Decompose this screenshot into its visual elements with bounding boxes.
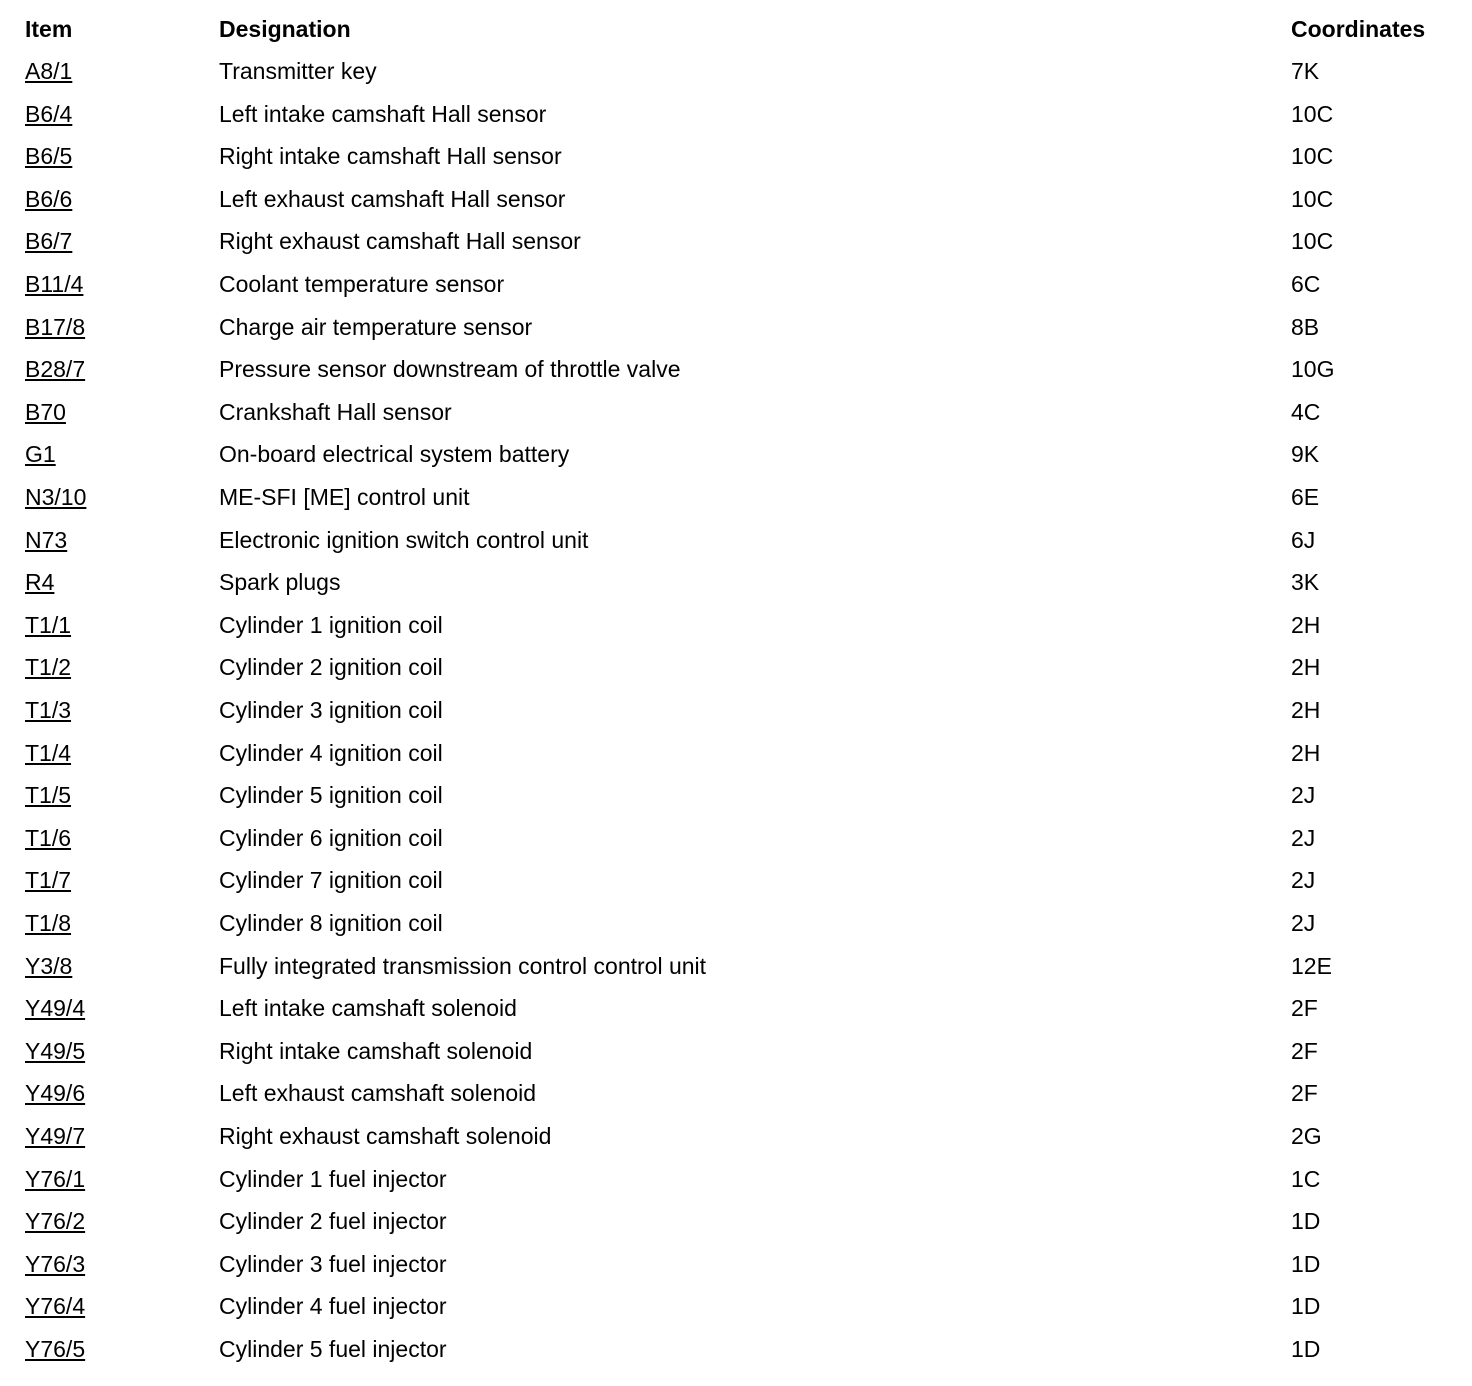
designation-cell: Transmitter key (219, 58, 377, 84)
coordinates-cell: 2J (1291, 782, 1316, 809)
designation-cell: Right intake camshaft solenoid (219, 1037, 533, 1064)
coordinates-cell: 6J (1291, 526, 1316, 553)
item-link[interactable]: T1/4 (25, 739, 72, 766)
table-row (0, 994, 1472, 1036)
item-link[interactable]: Y49/4 (25, 995, 86, 1022)
coordinates-cell: 10G (1291, 356, 1335, 383)
table-row (0, 696, 1472, 738)
coordinates-cell: 4C (1291, 398, 1321, 425)
header-item: Item (25, 16, 73, 42)
item-link[interactable]: Y76/3 (25, 1250, 86, 1277)
designation-cell: Electronic ignition switch control unit (219, 526, 589, 553)
item-link[interactable]: B6/5 (25, 143, 73, 170)
table-row (0, 1207, 1472, 1249)
table-row (0, 611, 1472, 653)
table-row (0, 270, 1472, 312)
table-row (0, 1292, 1472, 1334)
designation-cell: Cylinder 1 fuel injector (219, 1165, 447, 1192)
coordinates-cell: 10C (1291, 185, 1334, 212)
table-row (0, 824, 1472, 866)
coordinates-cell: 1D (1291, 1208, 1321, 1235)
coordinates-cell: 6C (1291, 271, 1321, 297)
designation-cell: Left exhaust camshaft Hall sensor (219, 185, 566, 212)
designation-cell: Cylinder 2 fuel injector (219, 1208, 447, 1235)
item-link[interactable]: Y3/8 (25, 952, 73, 979)
item-link[interactable]: R4 (25, 569, 55, 596)
table-row (0, 57, 1472, 99)
designation-cell: Cylinder 8 ignition coil (219, 910, 443, 936)
designation-cell: Cylinder 3 ignition coil (219, 697, 443, 723)
coordinates-cell: 10C (1291, 143, 1334, 170)
coordinates-cell: 2J (1291, 824, 1316, 851)
designation-cell: Right exhaust camshaft solenoid (219, 1123, 552, 1149)
designation-cell: Left intake camshaft Hall sensor (219, 100, 547, 127)
table-row (0, 440, 1472, 482)
table-row (0, 739, 1472, 781)
designation-cell: Cylinder 2 ignition coil (219, 654, 443, 681)
item-link[interactable]: B6/4 (25, 100, 73, 127)
coordinates-cell: 2G (1291, 1123, 1322, 1149)
item-link[interactable]: Y76/5 (25, 1336, 86, 1362)
designation-cell: Cylinder 4 fuel injector (219, 1293, 447, 1320)
table-row (0, 1250, 1472, 1292)
designation-cell: Fully integrated transmission control control unit (219, 952, 707, 979)
coordinates-cell: 8B (1291, 313, 1320, 340)
coordinates-cell: 2H (1291, 739, 1321, 766)
item-link[interactable]: Y76/1 (25, 1165, 86, 1192)
header-coordinates: Coordinates (1291, 16, 1426, 42)
coordinates-cell: 2F (1291, 1080, 1318, 1107)
coordinates-cell: 1C (1291, 1165, 1321, 1192)
table-row (0, 313, 1472, 355)
designation-cell: Cylinder 4 ignition coil (219, 739, 443, 766)
item-link[interactable]: N3/10 (25, 484, 87, 510)
coordinates-cell: 12E (1291, 952, 1332, 979)
designation-cell: Spark plugs (219, 569, 341, 596)
table-row (0, 1079, 1472, 1121)
item-link[interactable]: B11/4 (25, 271, 84, 297)
table-row (0, 483, 1472, 525)
table-row (0, 909, 1472, 951)
coordinates-cell: 2H (1291, 611, 1321, 638)
designation-cell: Cylinder 5 ignition coil (219, 782, 443, 809)
designation-cell: Charge air temperature sensor (219, 313, 533, 340)
designation-cell: Left intake camshaft solenoid (219, 995, 517, 1022)
table-row (0, 227, 1472, 269)
coordinates-cell: 2H (1291, 654, 1321, 681)
table-row (0, 866, 1472, 908)
table-row (0, 781, 1472, 823)
designation-cell: Cylinder 6 ignition coil (219, 824, 443, 851)
coordinates-cell: 9K (1291, 441, 1320, 468)
designation-cell: Cylinder 3 fuel injector (219, 1250, 447, 1277)
table-row (0, 568, 1472, 610)
item-link[interactable]: A8/1 (25, 58, 73, 84)
item-link[interactable]: G1 (25, 441, 56, 468)
coordinates-cell: 2F (1291, 995, 1318, 1022)
item-link[interactable]: B6/7 (25, 228, 73, 255)
table-row (0, 1165, 1472, 1207)
item-link[interactable]: T1/3 (25, 697, 72, 723)
designation-cell: Cylinder 7 ignition coil (219, 867, 443, 894)
coordinates-cell: 2F (1291, 1037, 1318, 1064)
item-link[interactable]: B6/6 (25, 185, 73, 212)
designation-cell: Pressure sensor downstream of throttle valve (219, 356, 681, 383)
item-link[interactable]: B70 (25, 398, 66, 425)
item-link[interactable]: Y49/6 (25, 1080, 86, 1107)
designation-cell: Crankshaft Hall sensor (219, 398, 452, 425)
table-row (0, 185, 1472, 227)
designation-cell: Cylinder 1 ignition coil (219, 611, 443, 638)
item-link[interactable]: T1/5 (25, 782, 72, 809)
coordinates-cell: 3K (1291, 569, 1320, 596)
designation-cell: Coolant temperature sensor (219, 271, 505, 297)
item-link[interactable]: Y49/7 (25, 1123, 86, 1149)
item-link[interactable]: T1/8 (25, 910, 72, 936)
item-link[interactable]: T1/6 (25, 824, 72, 851)
coordinates-cell: 10C (1291, 100, 1334, 127)
table-header-row (0, 15, 1472, 57)
item-link[interactable]: T1/2 (25, 654, 72, 681)
table-row (0, 526, 1472, 568)
designation-cell: Cylinder 5 fuel injector (219, 1336, 447, 1362)
coordinates-cell: 1D (1291, 1250, 1321, 1277)
item-link[interactable]: Y49/5 (25, 1037, 86, 1064)
item-link[interactable]: T1/1 (25, 611, 72, 638)
coordinates-cell: 2J (1291, 867, 1316, 894)
item-link[interactable]: T1/7 (25, 867, 72, 894)
table-row (0, 1122, 1472, 1164)
designation-cell: On-board electrical system battery (219, 441, 570, 468)
table-row (0, 952, 1472, 994)
designation-cell: Left exhaust camshaft solenoid (219, 1080, 537, 1107)
table-row (0, 653, 1472, 695)
coordinates-cell: 1D (1291, 1293, 1321, 1320)
table-row (0, 398, 1472, 440)
table-row (0, 100, 1472, 142)
table-row (0, 1037, 1472, 1079)
coordinates-cell: 6E (1291, 484, 1320, 510)
designation-cell: ME-SFI [ME] control unit (219, 484, 470, 510)
item-link[interactable]: B28/7 (25, 356, 86, 383)
coordinates-cell: 7K (1291, 58, 1320, 84)
designation-cell: Right exhaust camshaft Hall sensor (219, 228, 581, 255)
item-link[interactable]: Y76/4 (25, 1293, 86, 1320)
item-link[interactable]: B17/8 (25, 313, 86, 340)
table-row (0, 355, 1472, 397)
coordinates-cell: 10C (1291, 228, 1334, 255)
item-link[interactable]: Y76/2 (25, 1208, 86, 1235)
header-designation: Designation (219, 16, 351, 42)
table-row (0, 142, 1472, 184)
item-link[interactable]: N73 (25, 526, 68, 553)
table-row (0, 1335, 1472, 1377)
designation-cell: Right intake camshaft Hall sensor (219, 143, 562, 170)
coordinates-cell: 1D (1291, 1336, 1321, 1362)
coordinates-cell: 2H (1291, 697, 1321, 723)
coordinates-cell: 2J (1291, 910, 1316, 936)
